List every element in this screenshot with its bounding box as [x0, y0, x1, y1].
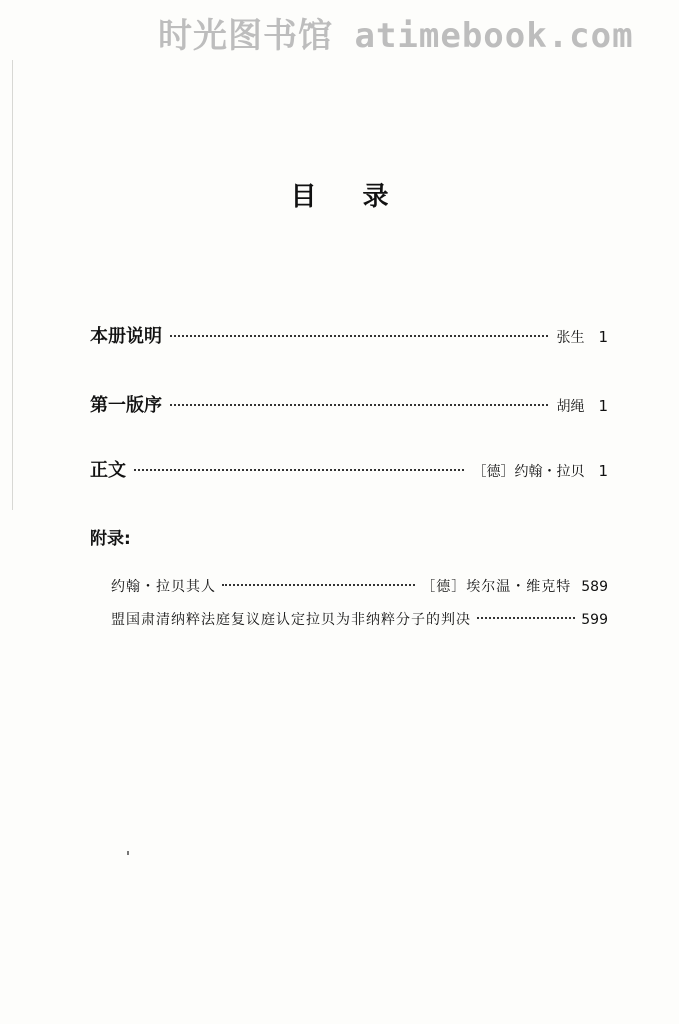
- dot-leader: [477, 617, 575, 619]
- page-binding-edge: [12, 60, 13, 510]
- toc-entry-author: ［德］埃尔温・维克特: [421, 579, 572, 595]
- toc-entry-first-edition-preface[interactable]: [90, 391, 608, 417]
- toc-appendix-item-rabe-biography[interactable]: [111, 576, 608, 596]
- toc-entry-author: ［德］约翰・拉贝: [472, 464, 585, 480]
- dot-leader: [134, 469, 464, 471]
- toc-entry-main-text[interactable]: [90, 456, 608, 482]
- toc-entry-title: 本册说明: [90, 326, 162, 347]
- toc-entry-page: 1: [598, 462, 608, 480]
- toc-appendix-item-denazification-ruling[interactable]: [111, 609, 608, 629]
- toc-entry-title: 第一版序: [90, 395, 162, 416]
- toc-entry-page: 589: [581, 579, 608, 595]
- toc-entry-page: 599: [581, 612, 608, 628]
- toc-entry-page: 1: [598, 328, 608, 346]
- dot-leader: [222, 584, 415, 586]
- page-title: 目录: [290, 182, 435, 212]
- dot-leader: [170, 404, 548, 406]
- toc-entry-author: 胡绳: [556, 399, 585, 415]
- toc-entry-title: 约翰・拉贝其人: [111, 579, 216, 595]
- toc-entry-author: 张生: [556, 330, 585, 346]
- appendix-heading: 附录:: [90, 529, 131, 549]
- toc-entry-page: 1: [598, 397, 608, 415]
- toc-entry-title: 盟国肃清纳粹法庭复议庭认定拉贝为非纳粹分子的判决: [111, 612, 471, 628]
- toc-entry-book-notes[interactable]: [90, 322, 608, 348]
- scan-speck: [127, 851, 129, 855]
- watermark: 时光图书馆 atimebook.com: [158, 16, 634, 56]
- toc-entry-title: 正文: [90, 460, 126, 481]
- dot-leader: [170, 335, 548, 337]
